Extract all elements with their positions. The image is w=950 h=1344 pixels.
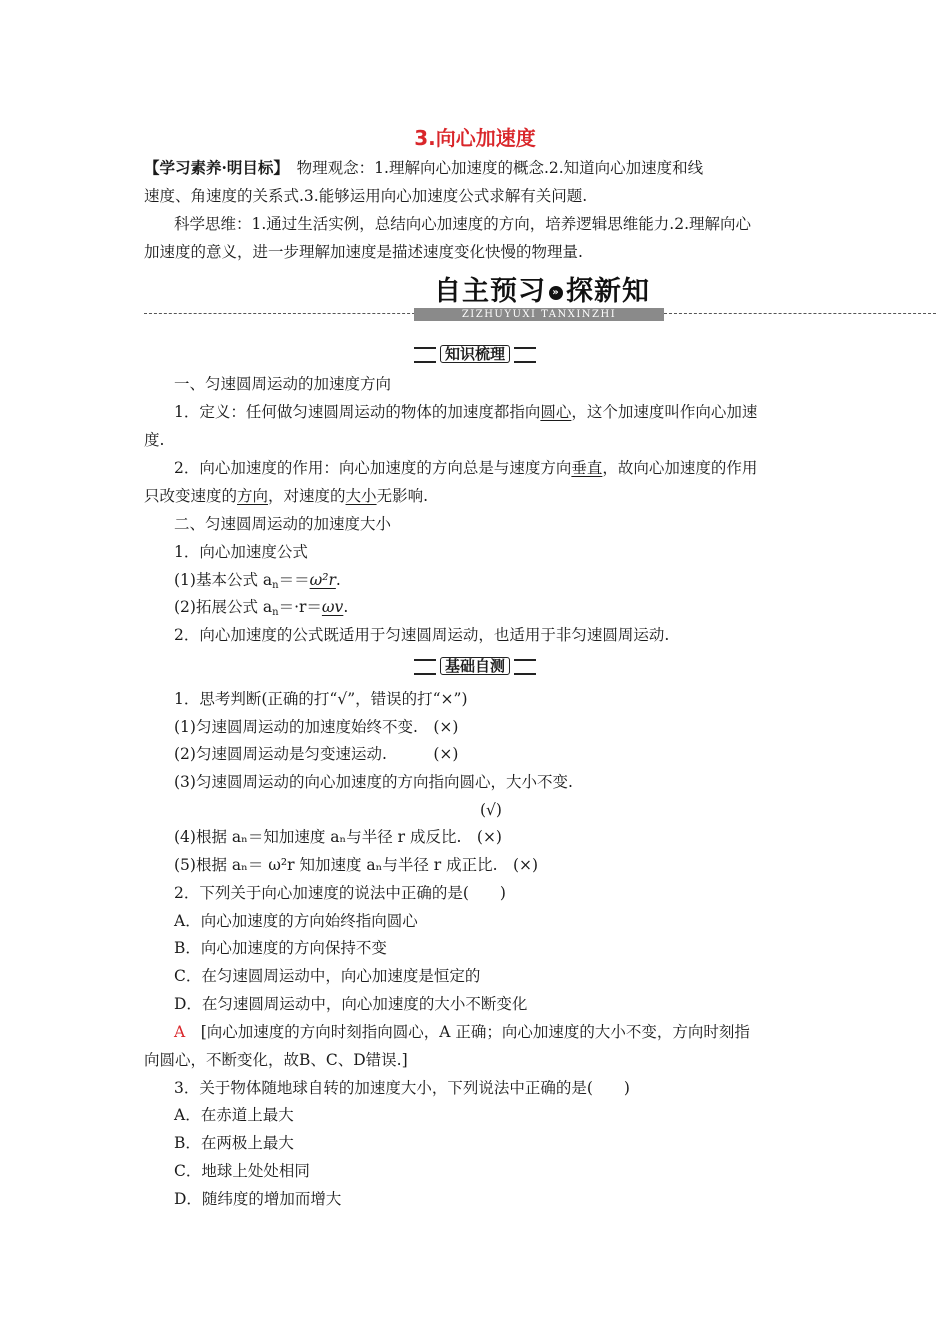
question-3-option-c: C．地球上处处相同 — [174, 1162, 310, 1180]
role-answer-magnitude: 大小 — [345, 487, 377, 505]
definition-text-end: ，这个加速度叫作向心加速 — [571, 403, 758, 421]
formula-basic-label: (1)基本公式 a — [174, 571, 273, 589]
definition-line — [174, 402, 757, 422]
role-cont-end: 无影响. — [376, 487, 428, 505]
role-text-end: ，故向心加速度的作用 — [602, 459, 758, 477]
formula-basic-subscript: n — [272, 580, 279, 591]
question-2-option-c: C．在匀速圆周运动中，向心加速度是恒定的 — [174, 967, 481, 985]
intro-line-4: 加速度的意义，进一步理解加速度是描述速度变化快慢的物理量. — [144, 243, 583, 261]
page-title: 3.向心加速度 — [414, 126, 536, 150]
formula-basic-end: . — [335, 571, 341, 589]
role-answer-direction: 方向 — [237, 487, 269, 505]
question-3-option-d: D．随纬度的增加而增大 — [174, 1190, 342, 1208]
answer-2-explanation: [向心加速度的方向时刻指向圆心，A 正确；向心加速度的大小不变，方向时刻指 — [185, 1023, 750, 1041]
answer-2 — [174, 1022, 750, 1042]
judgment-5: (5)根据 aₙ＝ ω²r 知加速度 aₙ与半径 r 成正比. (×) — [174, 856, 539, 874]
banner-title-right: 探新知 — [566, 276, 650, 307]
intro-tag: 【学习素养·明目标】 — [144, 158, 282, 177]
role-answer: 垂直 — [571, 459, 603, 477]
question-2: 2．下列关于向心加速度的说法中正确的是( ) — [174, 884, 506, 902]
definition-answer: 圆心 — [540, 403, 572, 421]
question-3-option-b: B．在两极上最大 — [174, 1134, 294, 1152]
formula-extended — [174, 597, 348, 620]
formula-basic — [174, 570, 341, 593]
knowledge-heading-label: 知识梳理 — [440, 345, 510, 363]
formula-title: 1．向心加速度公式 — [174, 543, 308, 561]
question-2-option-b: B．向心加速度的方向保持不变 — [174, 939, 387, 957]
intro-line-1 — [144, 158, 703, 178]
banner-subtitle: ZIZHUYUXI TANXINZHI — [414, 308, 664, 321]
role-cont-text: 只改变速度的 — [144, 487, 238, 505]
question-2-option-d: D．在匀速圆周运动中，向心加速度的大小不断变化 — [174, 995, 528, 1013]
banner-divider-right — [664, 313, 936, 314]
question-2-option-a: A．向心加速度的方向始终指向圆心 — [174, 912, 418, 930]
banner-separator-icon: » — [549, 286, 563, 300]
formula-extended-answer: ωv — [321, 598, 344, 616]
formula-extended-eq: ＝·r＝ — [278, 598, 322, 616]
role-text: 2．向心加速度的作用：向心加速度的方向总是与速度方向 — [174, 459, 572, 477]
question-3-option-a: A．在赤道上最大 — [174, 1106, 294, 1124]
definition-text: 1．定义：任何做匀速圆周运动的物体的加速度都指向 — [174, 403, 541, 421]
question-1: 1．思考判断(正确的打“√”，错误的打“×”) — [174, 690, 468, 708]
question-3: 3．关于物体随地球自转的加速度大小，下列说法中正确的是( ) — [174, 1079, 630, 1097]
intro-line-2: 速度、角速度的关系式.3.能够运用向心加速度公式求解有关问题. — [144, 187, 588, 205]
formula-applicability: 2．向心加速度的公式既适用于匀速圆周运动，也适用于非匀速圆周运动. — [174, 626, 670, 644]
banner-title — [420, 276, 664, 308]
formula-extended-label: (2)拓展公式 a — [174, 598, 273, 616]
knowledge-section-2-title: 二、匀速圆周运动的加速度大小 — [174, 515, 392, 533]
judgment-3: (3)匀速圆周运动的向心加速度的方向指向圆心，大小不变. — [174, 773, 573, 791]
judgment-1: (1)匀速圆周运动的加速度始终不变. (×) — [174, 718, 459, 736]
formula-basic-answer: ω²r — [309, 571, 336, 589]
banner-title-left: 自主预习 — [434, 276, 546, 307]
intro-line-3: 科学思维：1.通过生活实例，总结向心加速度的方向，培养逻辑思维能力.2.理解向心 — [174, 215, 752, 233]
answer-2-letter: A — [174, 1023, 186, 1041]
judgment-2: (2)匀速圆周运动是匀变速运动. (×) — [174, 745, 459, 763]
role-cont-mid: ，对速度的 — [268, 487, 346, 505]
formula-extended-subscript: n — [272, 607, 279, 618]
knowledge-section-1-title: 一、匀速圆周运动的加速度方向 — [174, 375, 392, 393]
answer-2-cont: 向圆心，不断变化，故B、C、D错误.] — [144, 1051, 408, 1069]
formula-basic-eq: ＝＝ — [278, 571, 310, 589]
formula-extended-end: . — [343, 598, 349, 616]
knowledge-heading — [0, 344, 950, 364]
selftest-heading — [0, 656, 950, 676]
role-line-cont — [144, 486, 428, 506]
section-banner — [0, 272, 950, 330]
role-line — [174, 458, 757, 478]
judgment-3-mark: (√) — [480, 801, 502, 819]
intro-line-1-text: 物理观念：1.理解向心加速度的概念.2.知道向心加速度和线 — [281, 159, 704, 177]
selftest-heading-label: 基础自测 — [440, 657, 510, 675]
banner-divider-left — [144, 313, 420, 314]
judgment-4: (4)根据 aₙ＝知加速度 aₙ与半径 r 成反比. (×) — [174, 828, 502, 846]
definition-line-cont: 度. — [144, 431, 165, 449]
